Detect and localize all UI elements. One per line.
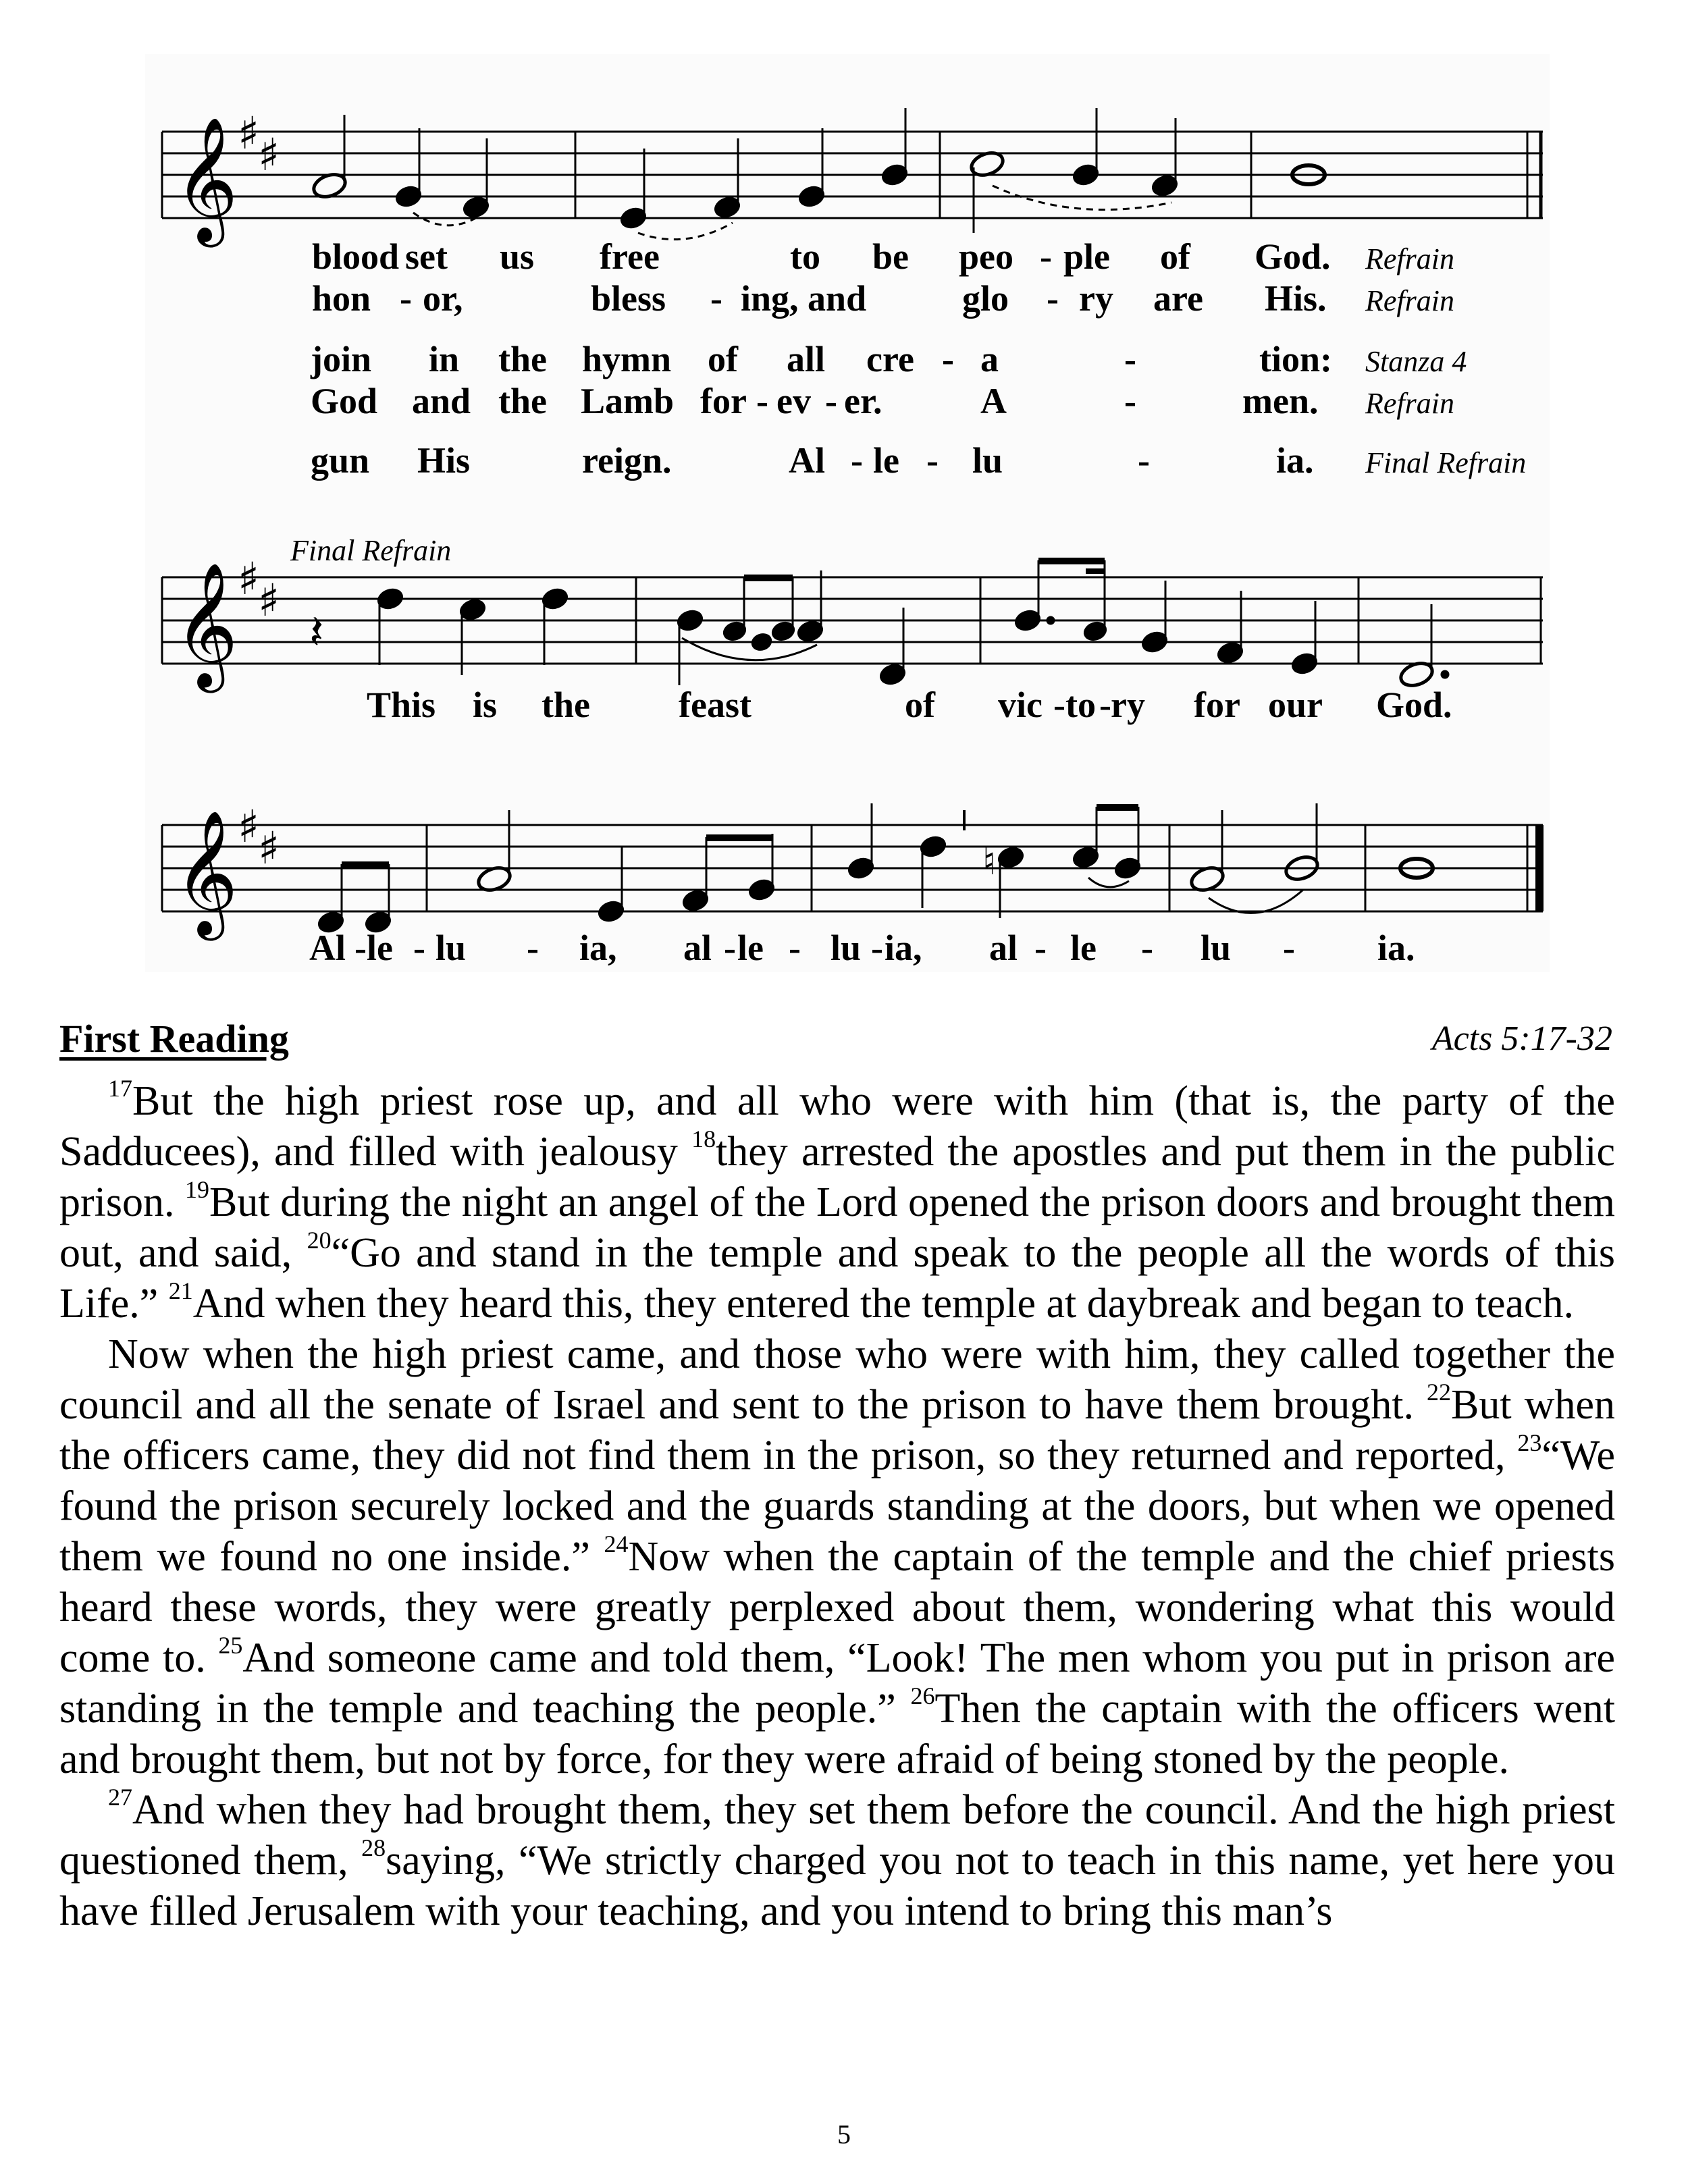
verse-number: 17 [108,1075,132,1102]
scripture-reference: Acts 5:17-32 [1431,1019,1612,1058]
verse-text: But the high priest rose up, and all who were with him (that is, the party of the Sadducees), and filled with jealousy [59,1078,1615,1175]
treble-clef-icon: 𝄞 [174,561,238,687]
music-background [145,54,1550,972]
verse-number: 18 [691,1125,716,1152]
verse-number: 22 [1427,1379,1452,1406]
verse-text: And someone came and told them, “Look! The men whom you put in prison are standing in the temple and teaching the people.” [59,1635,1615,1732]
verse-text: Then the captain with the officers went and brought them, but not by force, for they were afraid of being stoned by the people. [59,1686,1615,1782]
verse-text: Now when the high priest came, and those who were with him, they called together the council and all the senate of Israel and sent to the prison to have them brought. [59,1331,1615,1428]
row-label: Refrain [1365,387,1454,420]
final-refrain-heading: Final Refrain [290,534,452,567]
lyric-row-2: hon - or, bless - ing, and glo - ry are His. [312,278,1327,319]
verse-text: saying, “We strictly charged you not to teach in this name, yet here you have filled Jerusalem with your teaching, and you intend to bring this man’s [59,1838,1615,1934]
verse-text: But during the night an angel of the Lord opened the prison doors and brought them out, and said, [59,1179,1615,1276]
treble-clef-icon: 𝄞 [174,809,238,935]
row-label: Refrain [1365,284,1454,317]
verse-text: they arrested the apostles and put them in the public prison. [59,1129,1615,1225]
verse-number: 21 [168,1277,193,1304]
verse-number: 28 [361,1834,386,1861]
hymn-music [0,0,1688,972]
sharp-icon: ♯ [258,575,280,627]
sharp-icon: ♯ [258,129,280,181]
sharp-icon: ♯ [258,822,280,874]
verse-number: 23 [1517,1429,1542,1456]
verse-number: 27 [108,1784,132,1811]
verse-number: 25 [218,1632,243,1659]
reading-paragraph [59,1076,1615,1329]
page-number: 5 [837,2119,851,2150]
svg-text:Al - le -: Al - le - lu - ia, al - le - lu - ia, al - le - lu - ia. [309,928,1415,968]
treble-clef-icon: 𝄞 [174,115,238,242]
rest-icon: 𝄽 [309,604,324,660]
verse-number: 26 [910,1682,935,1709]
verse-text: And when they had brought them, they set them before the council. And the high priest questioned them, [59,1787,1615,1884]
verse-text: “We found the prison securely locked and the guards standing at the doors, but when we opened them we found no one inside.” [59,1433,1615,1580]
reading-header [59,1016,1612,1070]
lyric-row-3: join in the hymn of all cre - a - tion: [311,339,1332,379]
reading-title: First Reading [59,1017,289,1061]
reading-paragraph [59,1329,1615,1785]
reading-paragraph [59,1785,1615,1937]
lyric-row-5: gun His reign. Al - le - lu - ia. [311,440,1314,481]
row-label: Stanza 4 [1365,345,1467,378]
sharp-icon: ♯ [238,801,259,853]
lyric-row-4: God and the Lamb for - ev - er. A - men. [311,381,1319,421]
sharp-icon: ♯ [238,553,259,605]
verse-text: And when they heard this, they entered the temple at daybreak and began to teach. [192,1281,1574,1327]
verse-text: Now when the captain of the temple and the chief priests heard these words, they were greatly perplexed about them, wondering what this would come to. [59,1534,1615,1681]
verse-text: “Go and stand in the temple and speak to the people all the words of this Life.” [59,1230,1615,1327]
lyric-row-1: blood set us free to be peo - ple of God. [312,236,1331,277]
row-label: Refrain [1365,242,1454,275]
row-label: Final Refrain [1365,446,1527,479]
natural-sign-icon: ♮ [982,840,997,884]
sharp-icon: ♯ [238,107,259,159]
verse-number: 19 [185,1176,210,1203]
verse-number: 20 [307,1227,332,1254]
verse-text: But when the officers came, they did not find them in the prison, so they returned and reported, [59,1382,1615,1479]
reading-body [59,1076,1615,1937]
verse-number: 24 [604,1530,629,1557]
svg-text:This is the: This is the feast of vic - to - ry for our God. [367,685,1452,725]
